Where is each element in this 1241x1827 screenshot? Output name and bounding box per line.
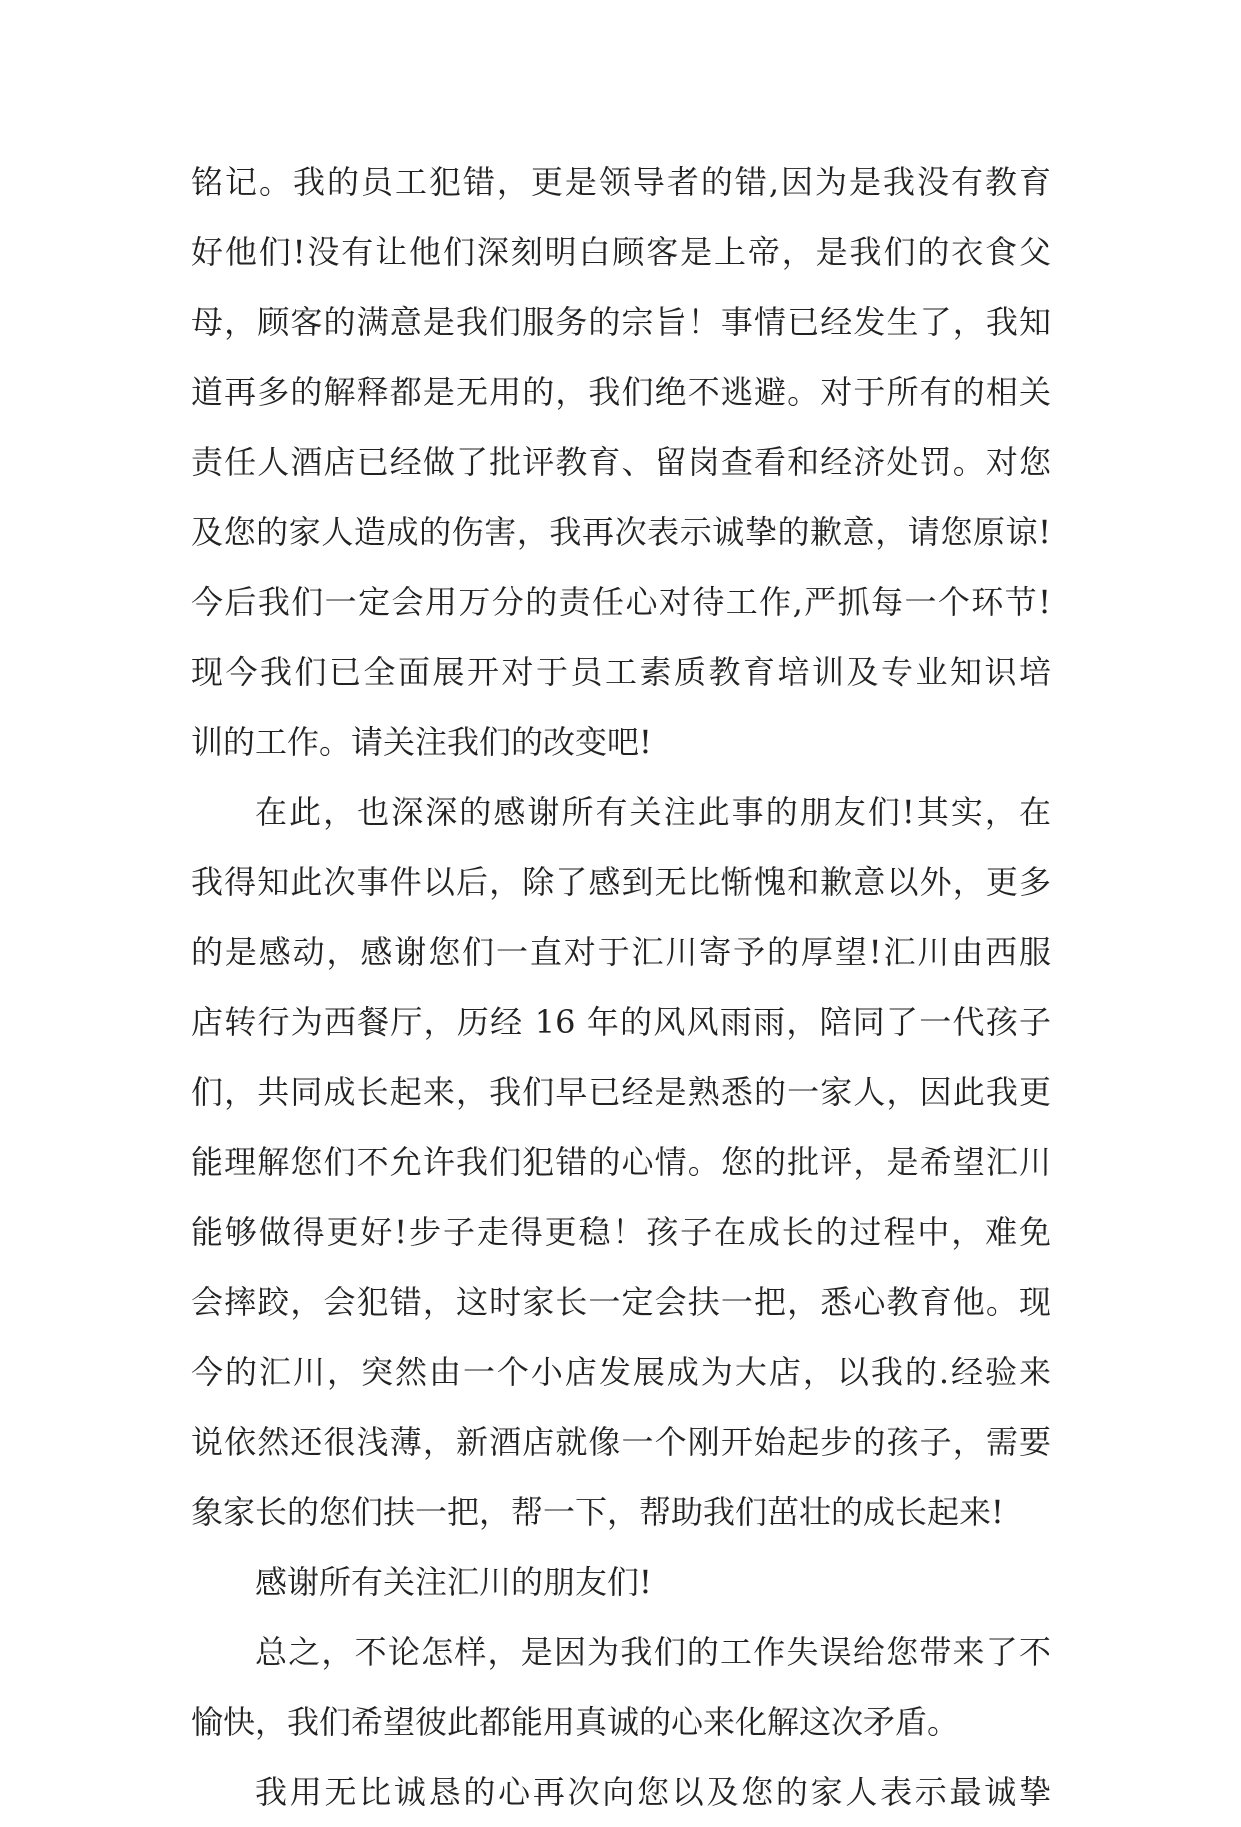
paragraph-first-line: 在此，也深深的感谢所有关注此事的朋友们!其实，在 [255,793,1051,831]
text-line: 象家长的您们扶一把，帮一下，帮助我们茁壮的成长起来! [191,1493,1004,1531]
paragraph-first-line: 感谢所有关注汇川的朋友们! [255,1563,652,1601]
paragraph-first-line: 我用无比诚恳的心再次向您以及您的家人表示最诚挚 [255,1773,1051,1811]
text-line: 母，顾客的满意是我们服务的宗旨！事情已经发生了，我知 [191,303,1051,341]
text-line: 们，共同成长起来，我们早已经是熟悉的一家人，因此我更 [191,1073,1051,1111]
text-line: 好他们!没有让他们深刻明白顾客是上帝，是我们的衣食父 [191,233,1051,271]
text-line: 我得知此次事件以后，除了感到无比惭愧和歉意以外，更多 [191,863,1051,901]
text-line: 道再多的解释都是无用的，我们绝不逃避。对于所有的相关 [191,373,1051,411]
text-line: 现今我们已全面展开对于员工素质教育培训及专业知识培 [191,653,1051,691]
text-line: 训的工作。请关注我们的改变吧! [191,723,652,761]
text-line: 愉快，我们希望彼此都能用真诚的心来化解这次矛盾。 [191,1703,960,1741]
text-line: 铭记。我的员工犯错，更是领导者的错,因为是我没有教育 [191,163,1051,201]
text-line: 会摔跤，会犯错，这时家长一定会扶一把，悉心教育他。现 [191,1283,1051,1321]
paragraph-first-line: 总之，不论怎样，是因为我们的工作失误给您带来了不 [255,1633,1051,1671]
text-line: 今后我们一定会用万分的责任心对待工作,严抓每一个环节! [191,583,1051,621]
text-line: 及您的家人造成的伤害，我再次表示诚挚的歉意，请您原谅! [191,513,1051,551]
text-line: 的是感动，感谢您们一直对于汇川寄予的厚望!汇川由西服 [191,933,1051,971]
text-line: 今的汇川，突然由一个小店发展成为大店，以我的.经验来 [191,1353,1051,1391]
text-line: 店转行为西餐厅，历经 16 年的风风雨雨，陪同了一代孩子 [191,1003,1051,1041]
text-line: 责任人酒店已经做了批评教育、留岗查看和经济处罚。对您 [191,443,1051,481]
text-line: 能理解您们不允许我们犯错的心情。您的批评，是希望汇川 [191,1143,1051,1181]
text-line: 说依然还很浅薄，新酒店就像一个刚开始起步的孩子，需要 [191,1423,1051,1461]
text-line: 能够做得更好!步子走得更稳！孩子在成长的过程中，难免 [191,1213,1051,1251]
